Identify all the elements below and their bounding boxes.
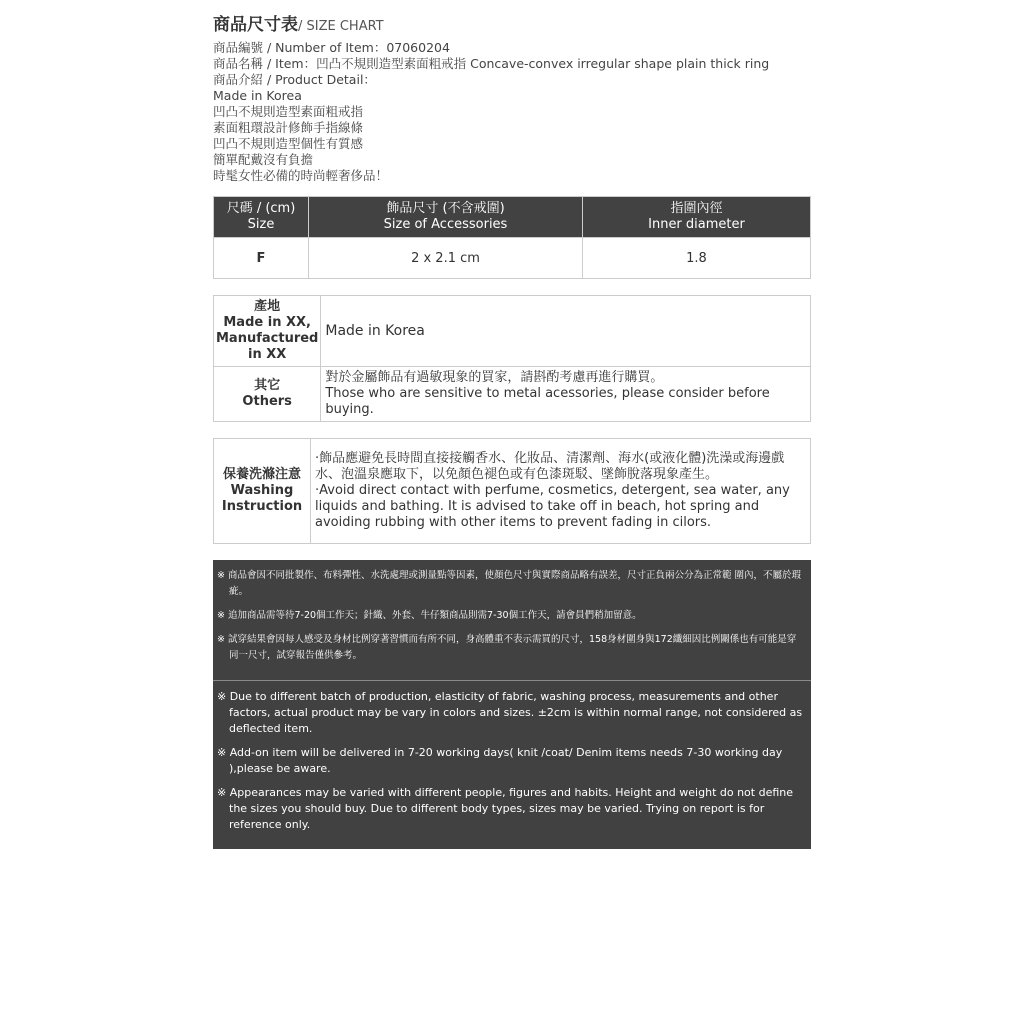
note-item: ※ Add-on item will be delivered in 7-20 working days( knit /coat/ Denim items needs 7-30 working day ),please be aware.: [217, 746, 783, 775]
origin-label: [214, 296, 321, 367]
notes-panel: [213, 560, 811, 849]
note-item: ※ 追加商品需等待7-20個工作天；針織、外套、牛仔類商品則需7-30個工作天，請會員們稍加留意。: [217, 610, 642, 621]
item-number: 商品編號 / Number of Item：07060204: [213, 40, 450, 55]
header-inner-en: Inner diameter: [648, 217, 745, 232]
washing-text-cn: ‧飾品應避免長時間直接接觸香水、化妝品、清潔劑、海水(或液化體)洗澡或海邊戲水、泡溫泉應取下，以免顏色褪色或有色漆斑駁、墜飾脫落現象產生。: [315, 451, 785, 482]
washing-table: [213, 438, 811, 544]
size-chart-page: [213, 12, 811, 849]
header-size-cn: 尺碼 / (cm): [226, 201, 296, 216]
origin-value: Made in Korea: [321, 296, 811, 367]
detail-line: 素面粗環設計修飾手指線條: [213, 120, 364, 135]
cell-inner-diameter: 1.8: [583, 238, 811, 279]
note-item: ※ 試穿結果會因每人感受及身材比例穿著習慣而有所不同，身高體重不表示需買的尺寸，158身材圍身與172纖細因比例關係也有可能是穿同一尺寸，試穿報告僅供參考。: [217, 634, 797, 661]
header-accessory-cn: 飾品尺寸 (不含戒圍): [386, 201, 505, 216]
others-label: [214, 367, 321, 422]
header-size: [214, 197, 309, 238]
notes-cn: [213, 560, 811, 680]
washing-label-en: Washing Instruction: [221, 483, 303, 514]
others-label-cn: 其它: [254, 378, 281, 393]
notes-en: [213, 681, 811, 849]
note-item: ※ 商品會因不同批製作、布料彈性、水洗處理或測量點等因素，使顏色尺寸與實際商品略有誤差，尺寸正負兩公分為正常範 圍內，不屬於瑕疵。: [217, 570, 802, 597]
origin-label-en: Made in XX, Manufactured in XX: [216, 315, 319, 362]
others-text-en: Those who are sensitive to metal acessories, please consider before buying.: [325, 386, 770, 417]
washing-label: [214, 439, 311, 544]
note-item: ※ Due to different batch of production, elasticity of fabric, washing process, measurements and other factors, actual product may be vary in colors and sizes. ±2cm is within normal range, not considered as deflected item.: [217, 690, 803, 735]
washing-label-cn: 保養洗滌注意: [222, 467, 301, 482]
washing-text-en: ‧Avoid direct contact with perfume, cosmetics, detergent, sea water, any liquids and bathing. It is advised to take off in beach, hot spring and avoiding rubbing with other items to prevent fading in cilors.: [315, 483, 790, 530]
item-name: 商品名稱 / Item：凹凸不規則造型素面粗戒指 Concave-convex irregular shape plain thick ring: [213, 56, 770, 71]
cell-size: F: [214, 238, 309, 279]
size-table: [213, 196, 811, 279]
washing-row: [214, 439, 811, 544]
others-text-cn: 對於金屬飾品有過敏現象的買家，請斟酌考慮再進行購買。: [325, 370, 664, 385]
title-cn: 商品尺寸表: [213, 15, 298, 35]
others-value: [321, 367, 811, 422]
note-item: ※ Appearances may be varied with different people, figures and habits. Height and weight do not define the sizes you should buy. Due to different body types, sizes may be varied. Trying on report is for reference only.: [217, 786, 794, 831]
product-info: [213, 40, 811, 184]
others-label-en: Others: [242, 394, 292, 409]
header-size-en: Size: [247, 217, 275, 232]
table-row: [214, 238, 811, 279]
detail-line: 簡單配戴沒有負擔: [213, 152, 314, 167]
title-en: / SIZE CHART: [298, 19, 384, 34]
detail-line: Made in Korea: [213, 88, 302, 103]
others-row: [214, 367, 811, 422]
detail-line: 凹凸不規則造型素面粗戒指: [213, 104, 364, 119]
detail-label: 商品介紹 / Product Detail：: [213, 72, 376, 87]
page-title: [213, 12, 811, 40]
detail-line: 時髦女性必備的時尚輕奢侈品！: [213, 168, 389, 183]
detail-line: 凹凸不規則造型個性有質感: [213, 136, 364, 151]
washing-value: [311, 439, 811, 544]
header-inner-diameter: [583, 197, 811, 238]
origin-row: [214, 296, 811, 367]
origin-table: [213, 295, 811, 422]
header-accessory-en: Size of Accessories: [383, 217, 508, 232]
header-inner-cn: 指圍內徑: [670, 201, 723, 216]
origin-label-cn: 產地: [254, 299, 281, 314]
size-table-header: [214, 197, 811, 238]
header-accessory-size: [309, 197, 583, 238]
cell-accessory-size: 2 x 2.1 cm: [309, 238, 583, 279]
